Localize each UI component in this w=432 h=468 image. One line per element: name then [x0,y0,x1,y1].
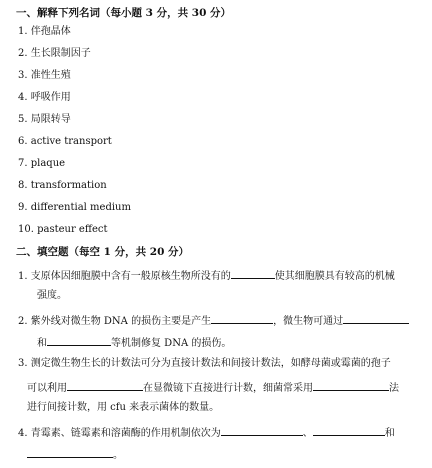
term-text: transformation [30,180,107,191]
item-number: 6. [18,136,28,147]
item-number: 5. [18,114,28,125]
term-text: plaque [30,158,66,169]
item-number: 7. [18,158,28,169]
question-1-line-1 [18,267,395,284]
item-number: 4. [18,428,28,439]
question-text: 等机制修复 DNA 的损伤。 [111,338,232,349]
question-2-line-2 [37,334,231,351]
question-text: ，微生物可通过 [273,316,344,327]
term-text: 呼吸作用 [30,92,71,103]
question-4-line-1 [18,424,395,441]
item-number: 1. [18,271,28,282]
answer-blank[interactable] [221,424,303,436]
question-3-line-2 [27,379,399,396]
answer-blank[interactable] [27,446,113,458]
term-item [18,113,71,127]
item-number: 3. [18,358,28,369]
term-item [18,25,71,39]
term-text: pasteur effect [37,224,108,235]
answer-blank[interactable] [47,334,111,346]
term-text: 局限转导 [30,114,71,125]
question-text: 青霉素、链霉素和溶菌酶的作用机制依次为 [30,428,221,439]
term-text: active transport [30,136,112,147]
term-item [18,179,107,193]
question-text: 紫外线对微生物 DNA 的损伤主要是产生 [30,316,212,327]
answer-blank[interactable] [343,312,409,324]
question-text: 和 [384,428,395,439]
term-text: 伴孢晶体 [30,26,71,37]
term-item [18,91,71,105]
question-1-line-2: 强度。 [37,290,67,301]
question-text: 可以利用 [27,383,67,394]
answer-blank[interactable] [313,424,385,436]
question-3-line-1 [18,357,391,371]
question-text: 和 [37,338,47,349]
section-2-title: 二、填空题（每空 1 分，共 20 分） [16,246,190,258]
item-number: 10. [18,224,34,235]
section-1-title: 一、解释下列名词（每小题 3 分，共 30 分） [16,7,232,19]
term-item [18,69,71,83]
question-4-line-2 [27,446,123,463]
answer-blank[interactable] [231,267,275,279]
item-number: 4. [18,92,28,103]
question-2-line-1 [18,312,409,329]
term-item [18,135,112,149]
answer-blank[interactable] [211,312,273,324]
item-number: 2. [18,316,28,327]
term-text: differential medium [30,202,131,213]
term-item [18,47,91,61]
term-item [18,223,107,237]
item-number: 8. [18,180,28,191]
question-text: 。 [113,450,123,461]
item-number: 3. [18,70,28,81]
term-text: 准性生殖 [30,70,71,81]
question-text: 测定微生物生长的计数法可分为直接计数法和间接计数法，如酵母菌或霉菌的孢子 [30,358,391,369]
term-item [18,157,65,171]
question-text: 、 [302,428,313,439]
term-text: 生长限制因子 [30,48,91,59]
item-number: 2. [18,48,28,59]
answer-blank[interactable] [313,379,389,391]
question-3-line-3: 进行间接计数，用 cfu 来表示菌体的数量。 [27,402,220,413]
question-text: 在显微镜下直接进行计数，细菌常采用 [143,383,313,394]
item-number: 1. [18,26,28,37]
term-item [18,201,131,215]
answer-blank[interactable] [67,379,143,391]
question-text: 法 [389,383,399,394]
question-text: 使其细胞膜具有较高的机械 [274,271,395,282]
item-number: 9. [18,202,28,213]
question-text: 支原体因细胞膜中含有一般原核生物所没有的 [30,271,231,282]
